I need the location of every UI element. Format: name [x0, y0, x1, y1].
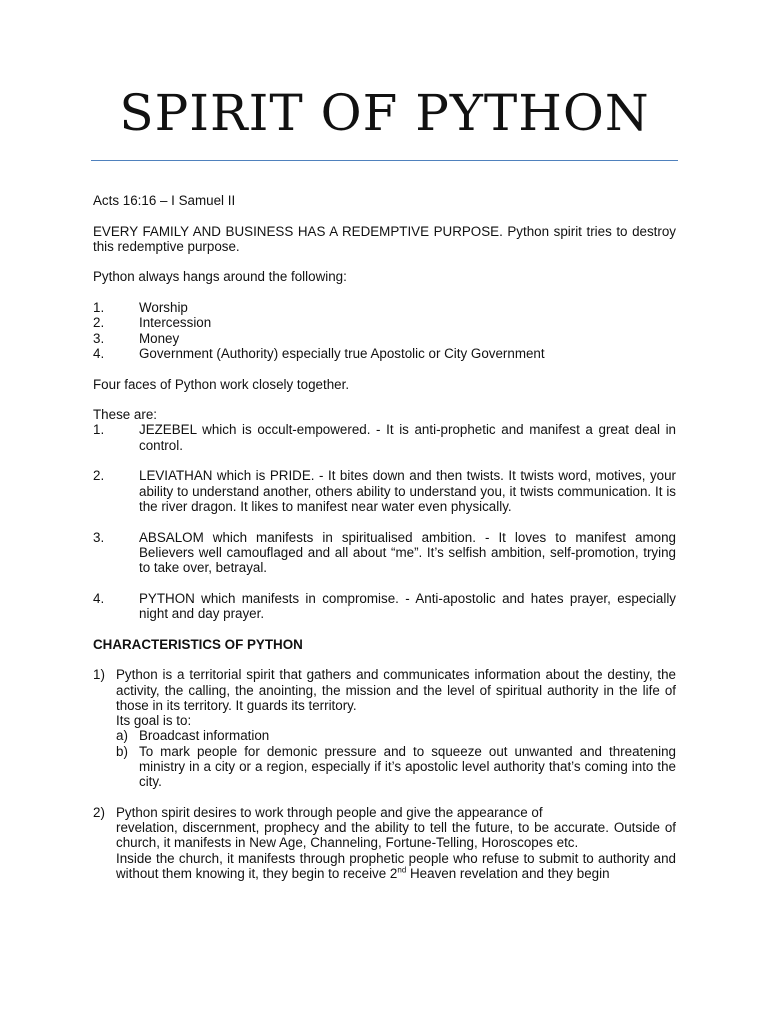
- list-number: 2): [93, 804, 105, 820]
- list-item: [93, 422, 676, 453]
- list-item: [93, 744, 676, 790]
- list-letter: b): [116, 743, 128, 759]
- characteristic-item: [93, 805, 676, 881]
- hangs-around-list: [93, 300, 676, 361]
- list-number: 2.: [93, 315, 105, 331]
- four-faces-list: [93, 422, 676, 621]
- list-number: 4.: [93, 345, 105, 361]
- list-item: [93, 728, 676, 743]
- list-text: Intercession: [139, 315, 212, 331]
- section-heading: CHARACTERISTICS OF PYTHON: [93, 636, 303, 652]
- list-item: [93, 300, 676, 315]
- list-text: Government (Authority) especially true Apostolic or City Government: [139, 345, 545, 361]
- list-item: [93, 315, 676, 330]
- list-number: 3.: [93, 330, 105, 346]
- characteristic-text: Python is a territorial spirit that gathers and communicates information about the destiny, the activity, the calling, the anointing, the mission and the level of spiritual authority in the life of those in its territory. It guards its territory.: [116, 667, 676, 713]
- characteristic-body: [116, 805, 676, 881]
- list-item: [93, 346, 676, 361]
- list-item: [93, 468, 676, 514]
- ordinal-suffix: nd: [397, 865, 407, 875]
- list-number: 3.: [93, 529, 105, 545]
- characteristic-text: Python spirit desires to work through people and give the appearance of: [116, 804, 543, 820]
- title-underline: [91, 160, 678, 161]
- list-item: [93, 591, 676, 622]
- document-title: SPIRIT OF PYTHON: [119, 84, 650, 142]
- paragraph-text-end: Heaven revelation and they begin: [406, 866, 610, 882]
- list-letter: a): [116, 728, 128, 744]
- four-faces-intro: Four faces of Python work closely together.: [93, 376, 350, 392]
- list-text: To mark people for demonic pressure and to squeeze out unwanted and threatening ministry in a city or a region, especially if it’s apostolic level authority that’s coming into the city.: [139, 743, 676, 790]
- characteristic-body: [116, 667, 676, 728]
- list-number: 1.: [93, 422, 105, 438]
- list-text: Money: [139, 330, 180, 346]
- goal-intro: Its goal is to:: [116, 713, 192, 729]
- list-text: PYTHON which manifests in compromise. - Anti-apostolic and hates prayer, especially night and day prayer.: [139, 590, 676, 622]
- list-text: ABSALOM which manifests in spiritualised ambition. - It loves to manifest among Believers well camouflaged and all about “me”. It’s selfish ambition, self-promotion, trying to take over, betrayal.: [139, 529, 676, 576]
- list-number: 1.: [93, 300, 105, 316]
- goals-list: [93, 728, 676, 789]
- document-body: [93, 193, 676, 881]
- these-are-label: These are:: [93, 407, 158, 423]
- paragraph-text: Inside the church, it manifests through prophetic people who refuse to submit to authority and without them knowing it, they begin to receive 2: [116, 850, 676, 882]
- list-number: 2.: [93, 468, 105, 484]
- list-number: 1): [93, 667, 105, 683]
- list-text: Broadcast information: [139, 728, 270, 744]
- list-item: [93, 530, 676, 576]
- list-number: 4.: [93, 590, 105, 606]
- characteristic-item: [93, 667, 676, 728]
- list-text: JEZEBEL which is occult-empowered. - It is anti-prophetic and manifest a great deal in control.: [139, 422, 676, 453]
- hangs-around-intro: Python always hangs around the following:: [93, 269, 347, 285]
- list-text: Worship: [139, 300, 188, 316]
- intro-paragraph: EVERY FAMILY AND BUSINESS HAS A REDEMPTIVE PURPOSE. Python spirit tries to destroy this redemptive purpose.: [93, 223, 676, 254]
- list-item: [93, 331, 676, 346]
- list-text: LEVIATHAN which is PRIDE. - It bites down and then twists. It twists word, motives, your ability to understand another, others ability to understand you, it twists communication. It is the river dragon. It likes to manifest near water even physically.: [139, 468, 676, 514]
- characteristic-text-continued: revelation, discernment, prophecy and the ability to tell the future, to be accurate. Outside of church, it manifests in New Age, Channeling, Fortune-Telling, Horoscopes etc.: [116, 820, 676, 851]
- scripture-reference: Acts 16:16 – I Samuel II: [93, 193, 236, 208]
- inside-church-paragraph: [116, 851, 676, 882]
